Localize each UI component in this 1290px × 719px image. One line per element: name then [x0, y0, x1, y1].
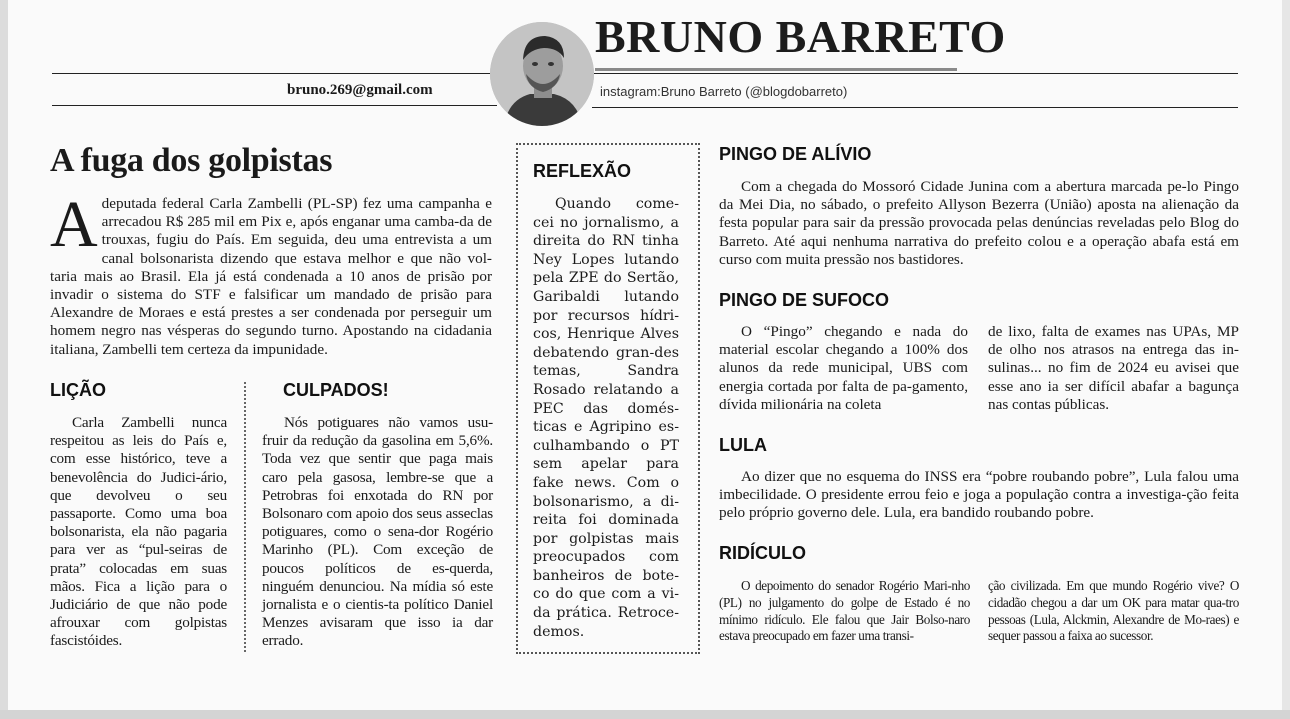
ridiculo-text-right: ção civilizada. Em que mundo Rogério vive? O cidadão chegou a dar um OK para matar qua-tro pessoas (Lula, Alckmin, Alexandre de Mo-raes) e sequer passou a faixa ao sucessor. — [988, 578, 1239, 644]
main-article-text: deputada federal Carla Zambelli (PL-SP) fez uma campanha e arrecadou R$ 285 mil em Pix e, após enganar uma camba-da de trouxas, fugiu do País. Em seguida, deu uma entrevista a um canal bolsonarista dizendo que estava melhor e que não vol-taria mais ao Brasil. Ela já está condenada a 10 anos de prisão por invadir o sistema do STF e falsificar um mandado de prisão para Alexandre de Moraes e está prestes a ser condenada por perseguir um homem negro nas vésperas do segundo turno. Apostando na cidadania italiana, Zambelli tem certeza da impunidade. — [50, 195, 492, 358]
lula-column — [719, 468, 1239, 523]
name-underline — [595, 68, 957, 71]
pingo-alivio-column — [719, 178, 1239, 269]
reflexao-text: Quando come-cei no jornalismo, a direita do RN tinha Ney Lopes lutando pela ZPE do Sertão, Garibaldi lutando por recursos hídri-cos, Henrique Alves debatendo gran-des temas, Sandra Rosado relatando a PEC das domés-ticas e Agripino es-culhambando o PT sem apelar para fake news. Com o bolsonarismo, a di-reita foi dominada por golpistas mais preocupados com banheiros de bote-co do que com a vi-da prática. Retroce-demos. — [533, 196, 679, 640]
pingo-alivio-text: Com a chegada do Mossoró Cidade Junina com a abertura marcada pe-lo Pingo da Mei Dia, no sábado, o prefeito Allyson Bezerra (União) aposta na alienação da festa popular para sair da pressão provocada pelas denúncias reveladas pelo Blog do Barreto. Até aqui nenhuma narrativa do prefeito colou e a operação abafa está em curso com muita pressão nos bastidores. — [719, 178, 1239, 268]
licao-title: LIÇÃO — [50, 380, 106, 400]
columnist-name: BRUNO BARRETO — [595, 11, 1006, 62]
lula-title: LULA — [719, 435, 767, 455]
columnist-instagram: instagram:Bruno Barreto (@blogdobarreto) — [600, 84, 848, 99]
page-bottom-shadow — [0, 710, 1290, 719]
pingo-sufoco-text-right: de lixo, falta de exames nas UPAs, MP de olho nos atrasos na entrega das in-sulinas... no fim de 2024 eu avisei que esse ano ia ser difícil abafar a bagunça nas contas públicas. — [988, 323, 1239, 413]
ridiculo-right — [988, 578, 1239, 645]
licao-text: Carla Zambelli nunca respeitou as leis do País e, com esse histórico, teve a benevolência do Judici-ário, que devolveu o seu passaporte. Como uma boa bolsonarista, ela não pagaria para ver as “pul-seiras de prata” colocadas em suas mãos. Fica a lição para o Judiciário de que não pode afrouxar com golpistas fascistóides. — [50, 414, 227, 650]
pingo-sufoco-left — [719, 323, 968, 414]
header-rule-top-right — [592, 73, 1238, 74]
pingo-sufoco-title: PINGO DE SUFOCO — [719, 290, 890, 310]
licao-column — [50, 414, 227, 651]
pingo-sufoco-text-left: O “Pingo” chegando e nada do material escolar chegando a 100% dos alunos da rede municipal, UBS com energia cortada por falta de pa-gamento, dívida milionária na coleta — [719, 323, 968, 413]
lula-text: Ao dizer que no esquema do INSS era “pobre roubando pobre”, Lula falou uma imbecilidade. O presidente errou feio e joga a população contra a investiga-ção feita pelo próprio governo dele. Lula, era bandido roubando pobre. — [719, 468, 1239, 522]
columnist-photo — [490, 22, 594, 126]
culpados-text: Nós potiguares não vamos usu-fruir da redução da gasolina em 5,6%. Toda vez que sentir que paga mais caro pela gasosa, lembre-se que a Petrobras foi enxotada do RN por Bolsonaro com apoio dos seus asseclas potiguares, como o sena-dor Rogério Marinho (PL). Com exceção de poucos políticos de es-querda, ninguém denunciou. Na mídia só este jornalista e o cientis-ta político Daniel Menzes avisaram que isso ia dar errado. — [262, 414, 493, 650]
pingo-alivio-title: PINGO DE ALÍVIO — [719, 144, 872, 164]
culpados-column — [262, 414, 493, 651]
ridiculo-text-left: O depoimento do senador Rogério Mari-nho (PL) no julgamento do golpe de Estado é no mínimo ridículo. Ele falou que Jair Bolso-naro estava preocupado em fazer uma transi- — [719, 578, 970, 644]
ridiculo-title: RIDÍCULO — [719, 543, 806, 563]
reflexao-column — [533, 195, 679, 641]
column-divider — [244, 382, 246, 652]
culpados-title: CULPADOS! — [283, 380, 389, 400]
drop-cap: A — [50, 188, 98, 261]
header-rule-bottom-left — [52, 105, 497, 106]
reflexao-title: REFLEXÃO — [533, 161, 632, 181]
main-article-body — [50, 188, 492, 359]
header-rule-bottom-right — [592, 107, 1238, 108]
columnist-email: bruno.269@gmail.com — [287, 82, 433, 98]
main-headline: A fuga dos golpistas — [50, 142, 333, 179]
header-rule-top-left — [52, 73, 497, 74]
ridiculo-left — [719, 578, 970, 645]
pingo-sufoco-right — [988, 323, 1239, 414]
page-edge — [1282, 0, 1290, 719]
person-portrait-icon — [490, 22, 594, 126]
